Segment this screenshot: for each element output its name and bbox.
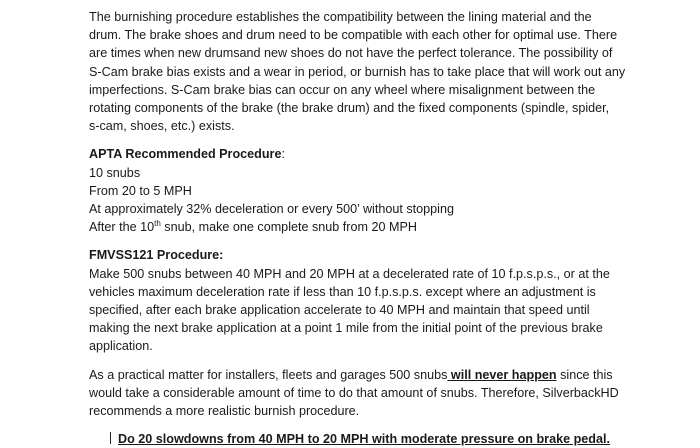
document-body bbox=[89, 8, 664, 420]
apta-last-sup: th bbox=[154, 219, 161, 229]
practical-line1-before: As a practical matter for installers, fleets and garages 500 snubs bbox=[89, 367, 448, 382]
fmvss-section bbox=[89, 246, 664, 355]
fmvss-line: vehicles maximum deceleration rate if less than 10 f.p.s.p.s. except where an adjustment is bbox=[89, 284, 596, 299]
apta-heading: APTA Recommended Procedure bbox=[89, 147, 282, 162]
intro-paragraph bbox=[89, 8, 664, 135]
practical-line: recommends a more realistic burnish procedure. bbox=[89, 404, 360, 419]
apta-heading-colon: : bbox=[281, 147, 285, 162]
intro-line: imperfections. S-Cam brake bias can occur on any wheel where misalignment between the bbox=[89, 82, 596, 97]
fmvss-line: Make 500 snubs between 40 MPH and 20 MPH at a decelerated rate of 10 f.p.s.p.s., or at the bbox=[89, 266, 610, 281]
intro-line: rotating components of the brake (the brake drum) and the fixed components (spindle, spider, bbox=[89, 101, 610, 116]
cutoff-step-text: Do 20 slowdowns from 40 MPH to 20 MPH with moderate pressure on brake pedal. bbox=[118, 432, 610, 446]
practical-line bbox=[89, 366, 664, 384]
fmvss-line: application. bbox=[89, 339, 153, 354]
apta-last-suffix: snub, make one complete snub from 20 MPH bbox=[160, 220, 417, 235]
apta-heading-line bbox=[89, 145, 664, 163]
intro-line: s-cam, shoes, etc.) exists. bbox=[89, 119, 235, 134]
practical-line: would take a considerable amount of time to do that amount of snubs. Therefore, SilverbackHD bbox=[89, 385, 619, 400]
practical-line1-after: since this bbox=[556, 367, 613, 382]
fmvss-line: specified, after each brake application accelerate to 40 MPH and maintain that speed until bbox=[89, 303, 590, 318]
fmvss-line: making the next brake application at a point 1 mile from the initial point of the previous brake bbox=[89, 321, 603, 336]
intro-line: The burnishing procedure establishes the compatibility between the lining material and the bbox=[89, 10, 592, 24]
intro-line: S-Cam brake bias exists and a wear in period, or burnish has to take place that will work out any bbox=[89, 64, 626, 79]
list-marker-icon bbox=[110, 432, 116, 444]
apta-item: From 20 to 5 MPH bbox=[89, 183, 192, 198]
intro-line: drum. The brake shoes and drum need to be compatible with each other for optimal use. There bbox=[89, 28, 618, 43]
apta-item: At approximately 32% deceleration or every 500’ without stopping bbox=[89, 202, 454, 217]
apta-section bbox=[89, 145, 664, 236]
fmvss-heading: FMVSS121 Procedure: bbox=[89, 248, 224, 263]
practical-emphasis: will never happen bbox=[447, 367, 557, 382]
apta-item: 10 snubs bbox=[89, 165, 141, 180]
apta-last-prefix: After the 10 bbox=[89, 220, 155, 235]
apta-item-last bbox=[89, 218, 664, 236]
intro-line: are times when new drumsand new shoes do not have the perfect tolerance. The possibility of bbox=[89, 46, 613, 61]
practical-paragraph bbox=[89, 366, 664, 421]
cutoff-step-line bbox=[110, 430, 610, 448]
